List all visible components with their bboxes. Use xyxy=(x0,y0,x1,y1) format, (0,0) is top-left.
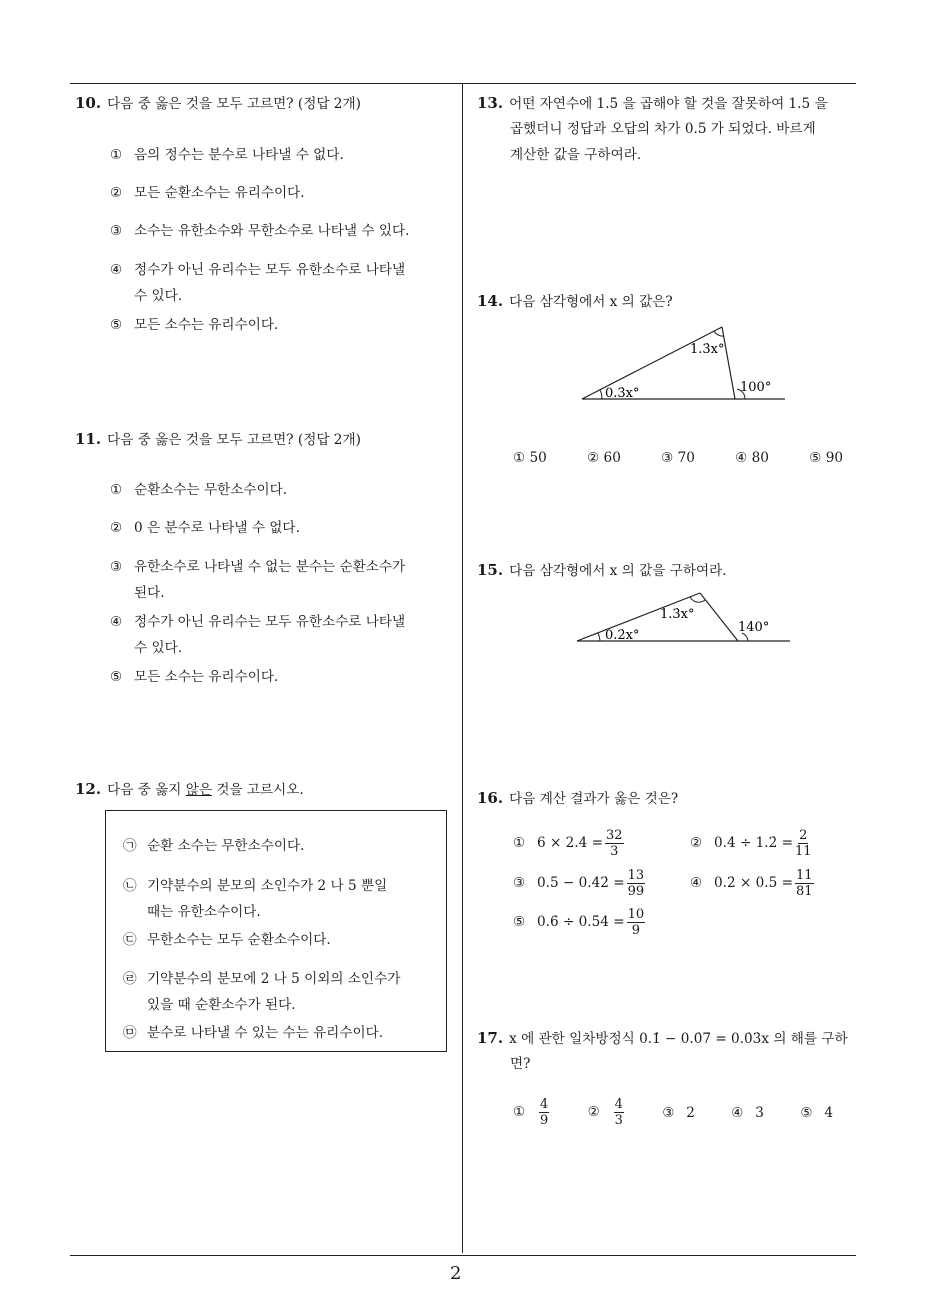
question-15 xyxy=(477,557,727,584)
choice-mark: ⑤ xyxy=(800,1104,813,1121)
left-side xyxy=(582,327,722,399)
question-14 xyxy=(477,288,673,315)
bottom-rule xyxy=(70,1255,856,1256)
choice-2[interactable]: ② 60 xyxy=(587,450,621,466)
exterior-angle-label: 100° xyxy=(740,380,772,395)
q16-option-4[interactable] xyxy=(690,868,816,899)
choice-mark: ① xyxy=(513,1104,526,1120)
q16-option-1[interactable] xyxy=(513,828,626,859)
item-mark: ㉠ xyxy=(123,838,137,854)
q12-item-4 xyxy=(123,966,400,1018)
option-text-continued: 된다. xyxy=(134,585,165,601)
choice-4[interactable]: ④ 80 xyxy=(735,450,769,466)
question-number: 12. xyxy=(75,780,102,798)
choice-value: 2 xyxy=(686,1104,695,1121)
right-side xyxy=(700,593,738,641)
q11-option-2[interactable] xyxy=(110,515,300,541)
option-text: 순환소수는 무한소수이다. xyxy=(134,482,288,498)
question-number: 13. xyxy=(477,94,504,112)
question-text: x 에 관한 일차방정식 0.1̇ − 0.0̇7̇ = 0.0̇3̇x 의 해를 구하 xyxy=(509,1031,848,1047)
question-text-end: 것을 고르시오. xyxy=(212,782,304,798)
q11-option-4[interactable] xyxy=(110,609,405,661)
item-mark: ㉡ xyxy=(123,878,137,894)
option-mark: ④ xyxy=(110,262,123,278)
top-angle-label: 1.3̇x° xyxy=(660,607,695,622)
choice-5[interactable]: ⑤ 90 xyxy=(809,450,843,466)
numerator: 4 xyxy=(540,1097,549,1112)
top-rule xyxy=(70,83,856,84)
question-number: 15. xyxy=(477,561,504,579)
choice-mark: ② xyxy=(587,1104,600,1120)
item-text-continued: 있을 때 순환소수가 된다. xyxy=(147,997,296,1013)
denominator: 9 xyxy=(540,1113,549,1128)
fraction xyxy=(605,828,624,859)
exterior-angle-label: 140° xyxy=(738,620,770,635)
question-text: 어떤 자연수에 1.5̇ 을 곱해야 할 것을 잘못하여 1.5 을 xyxy=(509,96,828,112)
option-text: 소수는 유한소수와 무한소수로 나타낼 수 있다. xyxy=(134,223,410,239)
item-mark: ㉤ xyxy=(123,1025,137,1041)
question-11 xyxy=(75,426,361,453)
choice-1[interactable] xyxy=(513,1097,551,1128)
triangle-figure-14 xyxy=(570,320,790,405)
option-mark: ⑤ xyxy=(513,914,526,930)
item-mark: ㉢ xyxy=(123,932,137,948)
denominator: 81 xyxy=(795,884,813,899)
option-text: 음의 정수는 분수로 나타낼 수 없다. xyxy=(134,147,344,163)
triangle-figure-15 xyxy=(570,588,795,648)
option-expression: 6 × 2.4̇ = xyxy=(537,835,604,851)
option-mark: ③ xyxy=(110,223,123,239)
question-16 xyxy=(477,785,678,812)
choice-1[interactable]: ① 50 xyxy=(513,450,547,466)
fraction xyxy=(795,828,812,859)
option-mark: ⑤ xyxy=(110,317,123,333)
choice-value: 4 xyxy=(824,1104,833,1121)
option-mark: ② xyxy=(690,835,703,851)
q16-option-5[interactable] xyxy=(513,907,647,938)
numerator: 2 xyxy=(799,828,808,843)
choice-2[interactable] xyxy=(588,1097,626,1128)
numerator: 13 xyxy=(627,868,645,883)
option-text: 유한소수로 나타낼 수 없는 분수는 순환소수가 xyxy=(134,559,406,575)
item-text: 순환 소수는 무한소수이다. xyxy=(147,838,305,854)
option-text: 0 은 분수로 나타낼 수 없다. xyxy=(134,520,300,536)
choice-4[interactable] xyxy=(731,1100,764,1126)
q12-item-2 xyxy=(123,873,387,925)
option-mark: ① xyxy=(110,482,123,498)
q12-item-5 xyxy=(123,1020,383,1046)
angle-arc xyxy=(600,390,602,399)
left-angle-label: 0.2̇x° xyxy=(605,628,640,643)
q10-option-1[interactable] xyxy=(110,142,344,168)
question-number: 10. xyxy=(75,94,102,112)
choice-5[interactable] xyxy=(800,1100,833,1126)
question-number: 14. xyxy=(477,292,504,310)
question-text: 다음 중 옳지 xyxy=(107,782,186,798)
question-text: 다음 중 옳은 것을 모두 고르면? (정답 2개) xyxy=(107,432,361,448)
question-17 xyxy=(477,1025,848,1052)
denominator: 3 xyxy=(610,844,619,859)
denominator: 3 xyxy=(614,1113,623,1128)
option-mark: ① xyxy=(513,835,526,851)
option-mark: ③ xyxy=(110,559,123,575)
fraction xyxy=(795,868,814,899)
item-mark: ㉣ xyxy=(123,971,137,987)
denominator: 99 xyxy=(627,884,645,899)
item-text: 무한소수는 모두 순환소수이다. xyxy=(147,932,331,948)
choice-mark: ③ xyxy=(662,1104,675,1121)
item-text: 기약분수의 분모에 2 나 5 이외의 소인수가 xyxy=(147,971,401,987)
question-17-line-2: 면? xyxy=(510,1056,531,1072)
item-text-continued: 때는 유한소수이다. xyxy=(147,904,261,920)
option-expression: 0.4̇ ÷ 1.2̇ = xyxy=(714,835,793,851)
option-text: 모든 순환소수는 유리수이다. xyxy=(134,185,305,201)
question-text: 다음 삼각형에서 x 의 값은? xyxy=(509,294,673,310)
q16-option-3[interactable] xyxy=(513,868,647,899)
option-mark: ⑤ xyxy=(110,669,123,685)
question-12 xyxy=(75,776,304,803)
q17-choices xyxy=(513,1097,833,1128)
option-text-continued: 수 있다. xyxy=(134,288,183,304)
item-text: 분수로 나타낼 수 있는 수는 유리수이다. xyxy=(147,1025,384,1041)
page-number: 2 xyxy=(450,1263,462,1284)
option-mark: ② xyxy=(110,185,123,201)
option-text: 정수가 아닌 유리수는 모두 유한소수로 나타낼 xyxy=(134,262,406,278)
numerator: 11 xyxy=(795,868,813,883)
q10-option-2[interactable] xyxy=(110,180,305,206)
denominator: 11 xyxy=(794,844,812,859)
choice-value: 3 xyxy=(755,1104,764,1121)
choice-3[interactable] xyxy=(662,1100,695,1126)
option-mark: ④ xyxy=(690,875,703,891)
q10-option-5[interactable] xyxy=(110,312,278,338)
right-side xyxy=(722,327,735,399)
column-divider xyxy=(462,83,463,1253)
option-text: 모든 소수는 유리수이다. xyxy=(134,669,279,685)
numerator: 4 xyxy=(614,1097,623,1112)
q14-choices xyxy=(513,445,843,471)
question-text: 다음 계산 결과가 옳은 것은? xyxy=(509,791,679,807)
fraction xyxy=(627,907,646,938)
q12-item-1 xyxy=(123,833,304,859)
q16-option-2[interactable] xyxy=(690,828,814,859)
item-text: 기약분수의 분모의 소인수가 2 나 5 뿐일 xyxy=(147,878,388,894)
option-text: 정수가 아닌 유리수는 모두 유한소수로 나타낼 xyxy=(134,614,406,630)
left-angle-label: 0.3̇x° xyxy=(605,386,640,401)
q11-option-3[interactable] xyxy=(110,554,405,606)
option-mark: ③ xyxy=(513,875,526,891)
question-number: 16. xyxy=(477,789,504,807)
fraction xyxy=(627,868,646,899)
q11-option-1[interactable] xyxy=(110,477,287,503)
fraction xyxy=(539,1097,549,1128)
option-expression: 0.2̇ × 0.5 = xyxy=(714,875,793,891)
numerator: 32 xyxy=(606,828,623,843)
question-13-line-2: 곱했더니 정답과 오답의 차가 0.5 가 되었다. 바르게 xyxy=(510,121,816,137)
choice-3[interactable]: ③ 70 xyxy=(661,450,695,466)
q10-option-4[interactable] xyxy=(110,257,405,309)
option-mark: ② xyxy=(110,520,123,536)
question-10 xyxy=(75,90,361,117)
q11-option-5[interactable] xyxy=(110,664,278,690)
top-angle-label: 1.3̇x° xyxy=(690,342,725,357)
underlined-word: 않은 xyxy=(185,782,212,798)
question-text: 다음 중 옳은 것을 모두 고르면? (정답 2개) xyxy=(107,96,361,112)
angle-arc xyxy=(598,633,600,641)
fraction xyxy=(614,1097,624,1128)
question-13-line-3: 계산한 값을 구하여라. xyxy=(510,147,642,163)
choice-mark: ④ xyxy=(731,1104,744,1121)
question-13 xyxy=(477,90,828,117)
option-expression: 0.6̇ ÷ 0.5̇4̇ = xyxy=(537,914,625,930)
question-text: 다음 삼각형에서 x 의 값을 구하여라. xyxy=(509,563,727,579)
option-text: 모든 소수는 유리수이다. xyxy=(134,317,279,333)
option-mark: ① xyxy=(110,147,123,163)
option-text-continued: 수 있다. xyxy=(134,640,183,656)
question-number: 11. xyxy=(75,430,102,448)
question-number: 17. xyxy=(477,1029,504,1047)
q12-item-3 xyxy=(123,927,331,953)
option-expression: 0.5 − 0.4̇2̇ = xyxy=(537,875,625,891)
denominator: 9 xyxy=(631,923,641,938)
numerator: 10 xyxy=(627,907,645,922)
angle-arc xyxy=(690,597,705,602)
q10-option-3[interactable] xyxy=(110,218,409,244)
option-mark: ④ xyxy=(110,614,123,630)
